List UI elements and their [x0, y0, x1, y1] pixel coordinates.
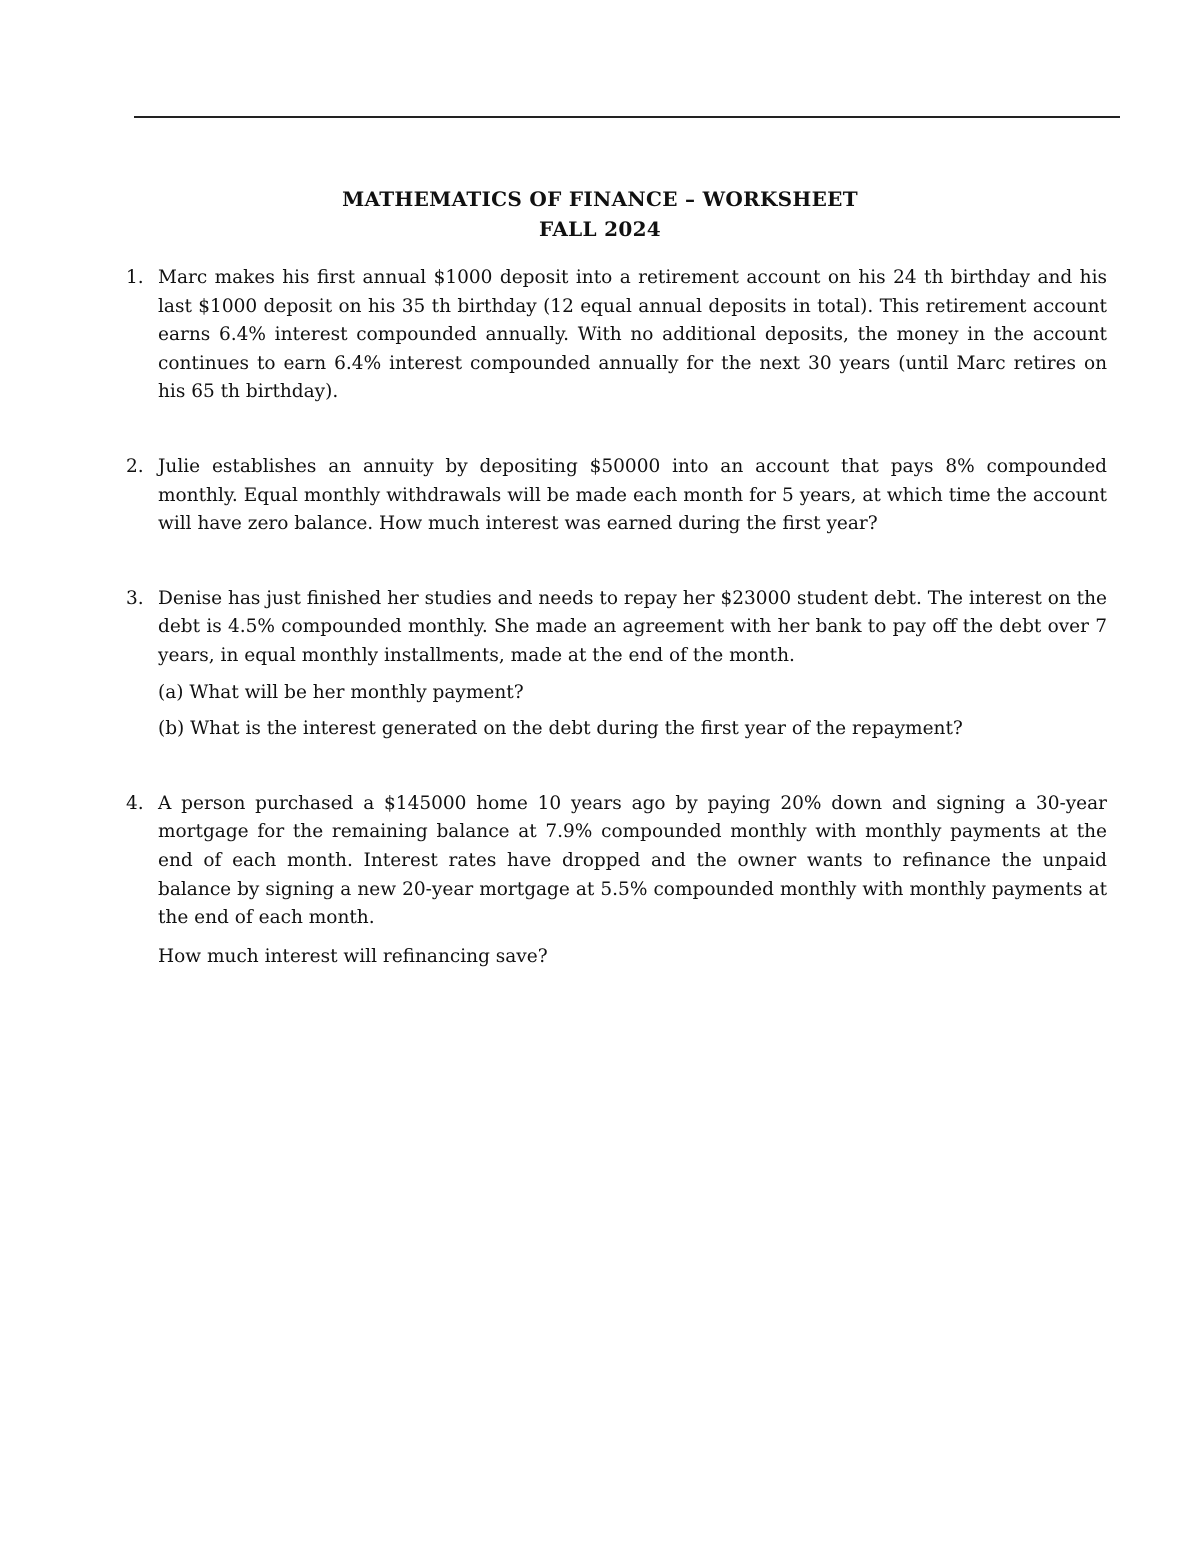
problem-text: Denise has just finished her studies and needs to repay her $23000 student debt. The interest on the debt is 4.5% compounded monthly. She made an agreement with her bank to pay off the debt over 7 years, in equal monthly installments, made at the end of the month. — [158, 587, 1107, 666]
subpart-text: What will be her monthly payment? — [189, 681, 524, 703]
problem-item-3 — [122, 585, 1107, 744]
subpart-label: (b) — [158, 718, 185, 740]
worksheet-title: MATHEMATICS OF FINANCE – WORKSHEET — [342, 187, 858, 211]
subpart-label: (a) — [158, 681, 184, 703]
problem-item-4 — [122, 790, 1107, 972]
problem-item-1 — [122, 264, 1107, 407]
subpart-b — [158, 715, 1107, 744]
subpart-a — [158, 679, 1107, 708]
problem-number: 1. — [126, 267, 144, 288]
problem-text: Julie establishes an annuity by depositing $50000 into an account that pays 8% compounded monthly. Equal monthly withdrawals will be made each month for 5 years, at which time the account will have zero balance. How much interest was earned during the first year? — [158, 455, 1107, 535]
worksheet-term: FALL 2024 — [539, 217, 661, 241]
problem-subparts — [158, 679, 1107, 744]
problem-list — [122, 264, 1107, 971]
problem-text: Marc makes his first annual $1000 deposit into a retirement account on his 24 th birthday and his last $1000 deposit on his 35 th birthday (12 equal annual deposits in total). This retirement account earns 6.4% interest compounded annually. With no additional deposits, the money in the account continues to earn 6.4% interest compounded annually for the next 30 years (until Marc retires on his 65 th birthday). — [158, 267, 1107, 403]
problem-text: A person purchased a $145000 home 10 years ago by paying 20% down and signing a 30-year mortgage for the remaining balance at 7.9% compounded monthly with monthly payments at the end of each month. Interest rates have dropped and the owner wants to refinance the unpaid balance by signing a new 20-year mortgage at 5.5% compounded monthly with monthly payments at the end of each month. — [158, 792, 1107, 929]
worksheet-header — [0, 184, 1200, 244]
problem-number: 4. — [126, 792, 144, 814]
top-horizontal-rule — [134, 116, 1120, 118]
problem-number: 3. — [126, 587, 144, 609]
problem-item-2 — [122, 453, 1107, 539]
problem-question: How much interest will refinancing save? — [158, 945, 548, 967]
problem-number: 2. — [126, 455, 144, 477]
subpart-text: What is the interest generated on the debt during the first year of the repayment? — [190, 718, 963, 740]
